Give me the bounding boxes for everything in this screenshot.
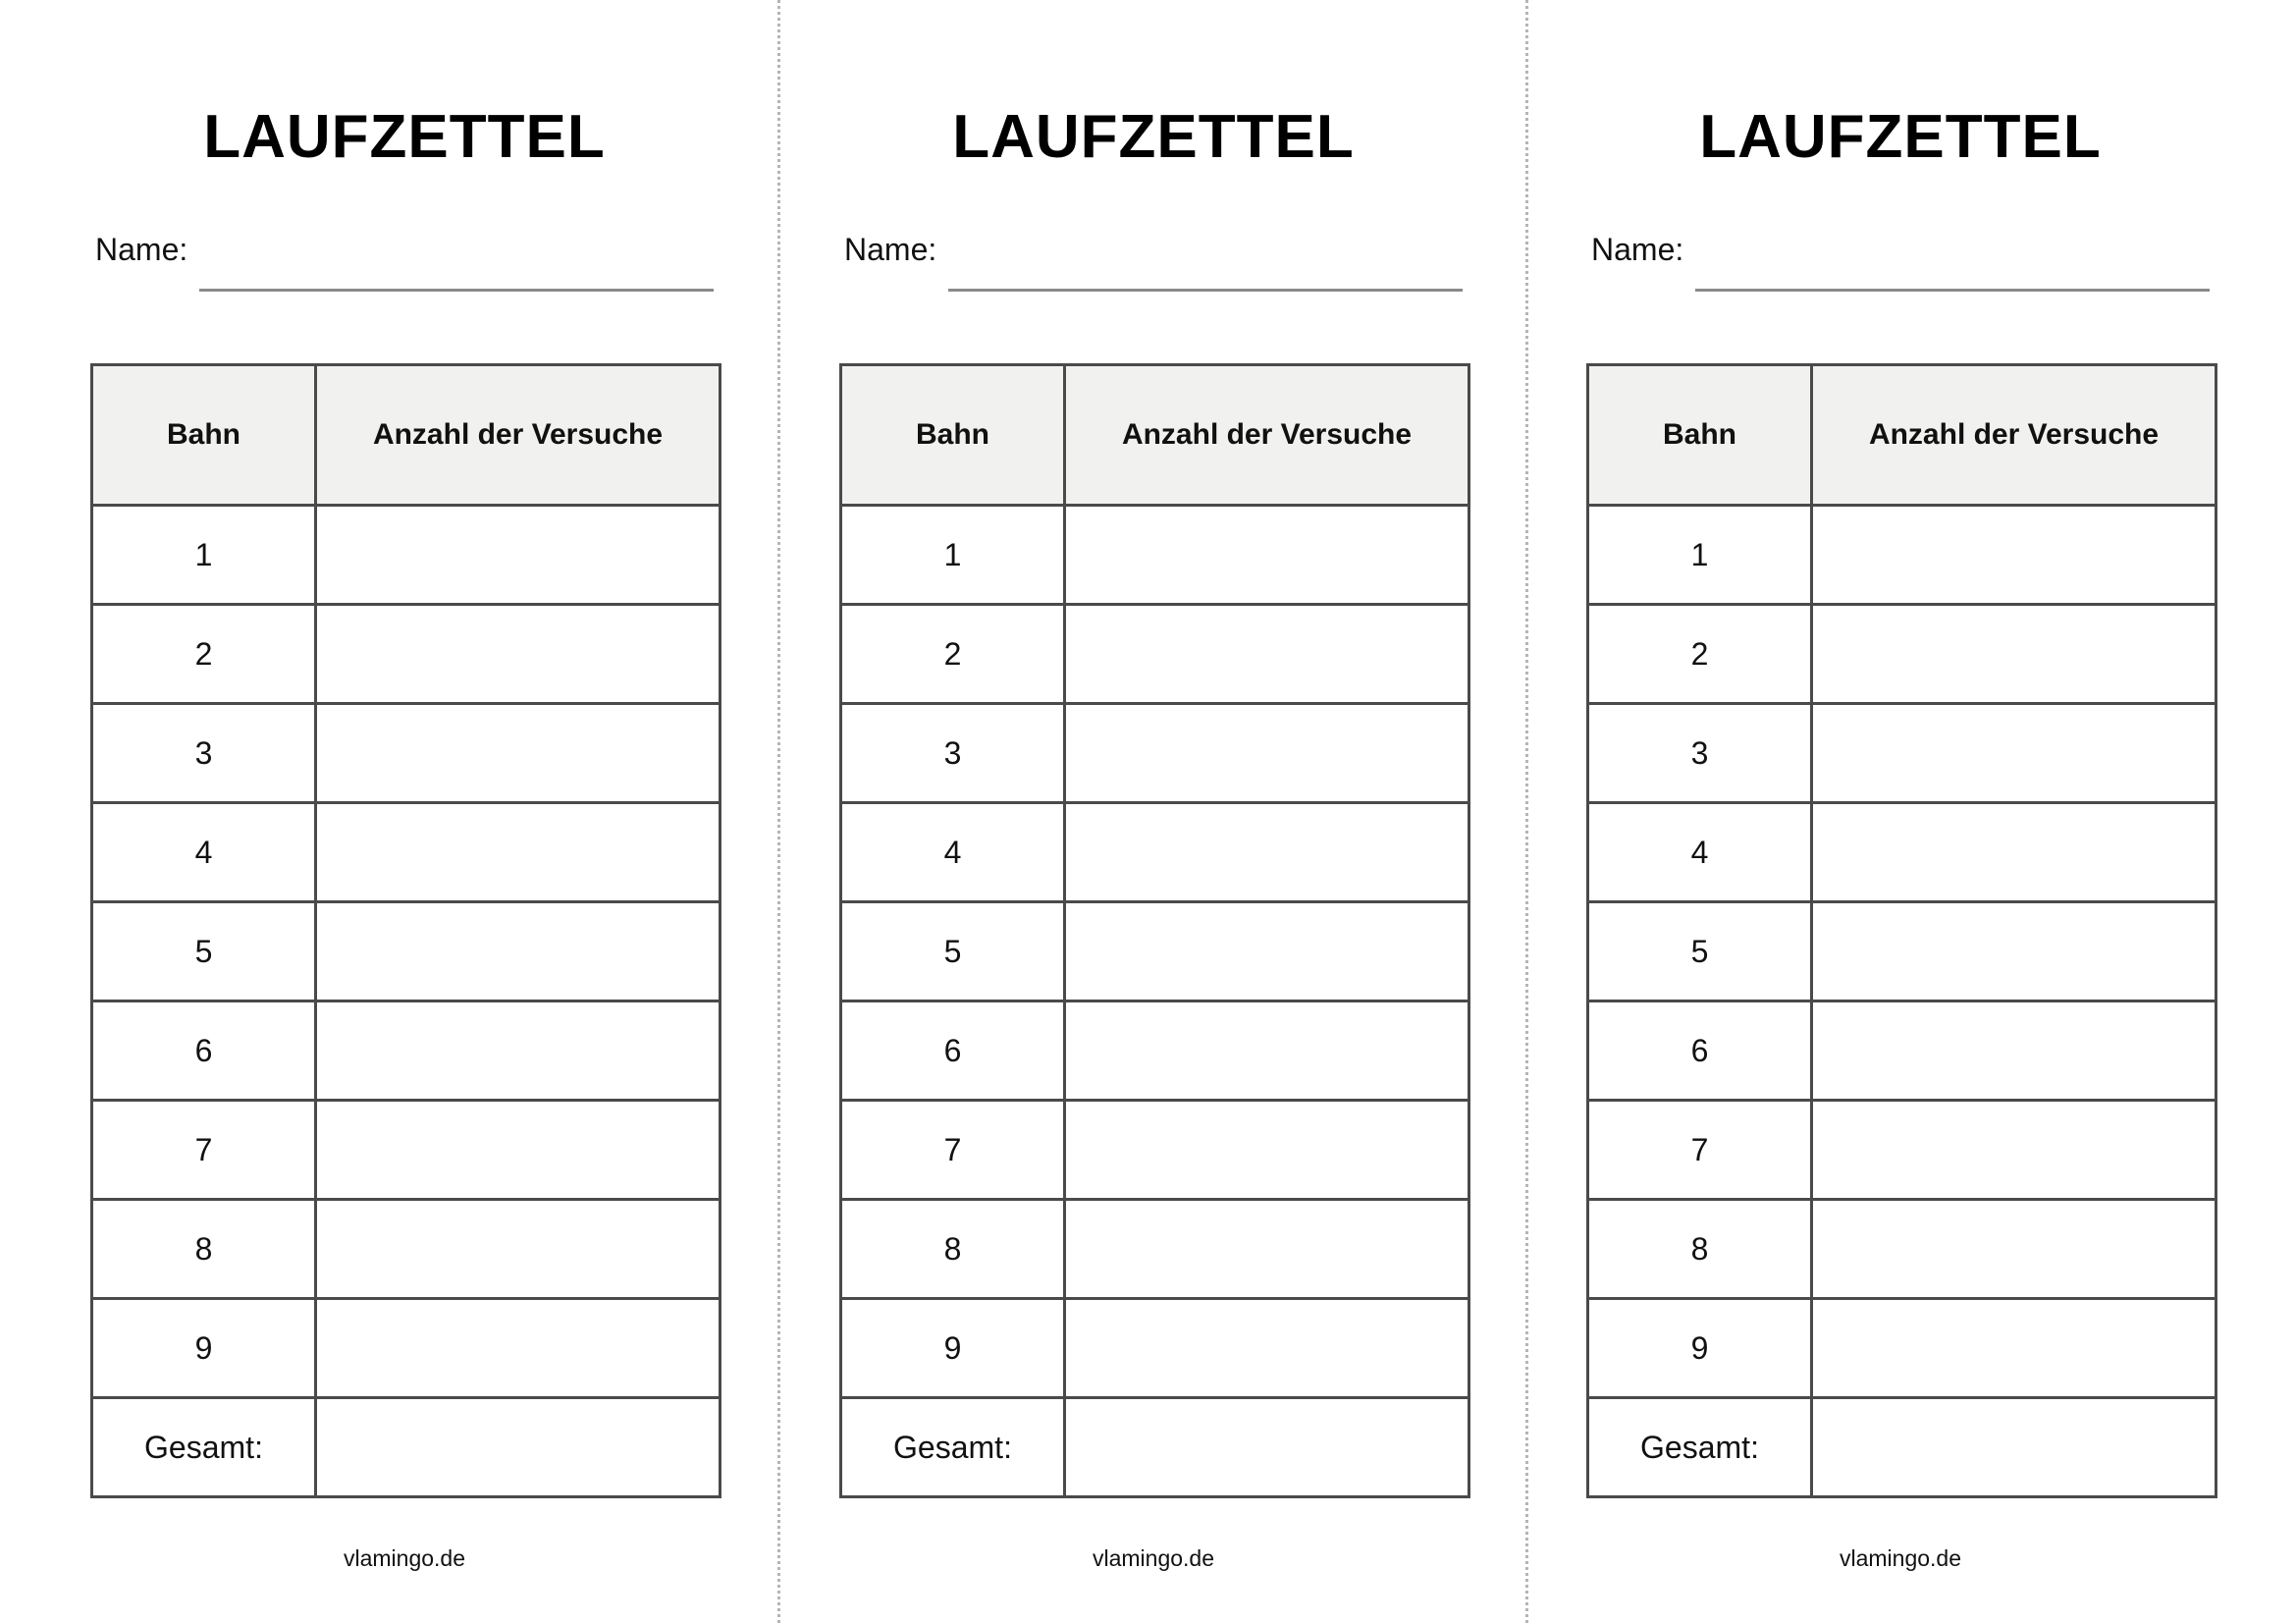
total-label: Gesamt:: [841, 1398, 1065, 1497]
hole-number: 7: [1588, 1101, 1812, 1200]
footer-url: vlamingo.de: [1839, 1545, 1962, 1571]
table-header-row: [92, 365, 721, 506]
name-field[interactable]: [948, 289, 1463, 292]
name-label: Name:: [1591, 232, 1684, 267]
score-table: [839, 363, 1470, 1498]
table-row: [92, 803, 721, 902]
total-cell[interactable]: [1065, 1398, 1469, 1497]
hole-number: 5: [841, 902, 1065, 1001]
attempts-cell[interactable]: [1812, 803, 2216, 902]
name-field[interactable]: [199, 289, 714, 292]
footer-url: vlamingo.de: [343, 1545, 466, 1571]
table-row: [92, 506, 721, 605]
hole-number: 2: [1588, 605, 1812, 704]
table-row: [1588, 704, 2216, 803]
total-cell[interactable]: [316, 1398, 721, 1497]
table-row: [841, 1299, 1469, 1398]
hole-number: 6: [841, 1001, 1065, 1101]
attempts-cell[interactable]: [316, 1001, 721, 1101]
hole-number: 5: [92, 902, 316, 1001]
hole-number: 5: [1588, 902, 1812, 1001]
hole-number: 6: [1588, 1001, 1812, 1101]
total-row: [841, 1398, 1469, 1497]
attempts-cell[interactable]: [316, 902, 721, 1001]
table-row: [92, 605, 721, 704]
attempts-cell[interactable]: [1065, 1101, 1469, 1200]
table-row: [92, 704, 721, 803]
table-row: [92, 1200, 721, 1299]
hole-number: 9: [1588, 1299, 1812, 1398]
total-cell[interactable]: [1812, 1398, 2216, 1497]
hole-number: 2: [92, 605, 316, 704]
table-row: [1588, 506, 2216, 605]
card-title: LAUFZETTEL: [1699, 103, 2102, 171]
table-row: [841, 506, 1469, 605]
table-row: [92, 1101, 721, 1200]
attempts-cell[interactable]: [1812, 1299, 2216, 1398]
hole-number: 1: [841, 506, 1065, 605]
attempts-cell[interactable]: [1065, 803, 1469, 902]
attempts-cell[interactable]: [316, 1101, 721, 1200]
attempts-cell[interactable]: [1812, 605, 2216, 704]
hole-number: 3: [841, 704, 1065, 803]
footer-url: vlamingo.de: [1092, 1545, 1215, 1571]
table-row: [841, 1001, 1469, 1101]
total-label: Gesamt:: [92, 1398, 316, 1497]
table-header-row: [841, 365, 1469, 506]
attempts-cell[interactable]: [316, 1200, 721, 1299]
table-row: [1588, 1001, 2216, 1101]
table-row: [1588, 1101, 2216, 1200]
total-label: Gesamt:: [1588, 1398, 1812, 1497]
attempts-cell[interactable]: [316, 506, 721, 605]
column-header-anzahl: Anzahl der Versuche: [1812, 365, 2216, 506]
hole-number: 9: [92, 1299, 316, 1398]
attempts-cell[interactable]: [1812, 1001, 2216, 1101]
cut-line-1: [777, 0, 780, 1623]
attempts-cell[interactable]: [1812, 506, 2216, 605]
name-label: Name:: [95, 232, 188, 267]
attempts-cell[interactable]: [1065, 1200, 1469, 1299]
hole-number: 3: [1588, 704, 1812, 803]
score-table: [90, 363, 721, 1498]
attempts-cell[interactable]: [1812, 704, 2216, 803]
cut-line-2: [1525, 0, 1528, 1623]
hole-number: 7: [841, 1101, 1065, 1200]
hole-number: 1: [1588, 506, 1812, 605]
name-label: Name:: [844, 232, 937, 267]
scorecard-3: [1586, 0, 2215, 1623]
hole-number: 8: [1588, 1200, 1812, 1299]
attempts-cell[interactable]: [1065, 1001, 1469, 1101]
scorecard-2: [839, 0, 1468, 1623]
attempts-cell[interactable]: [1065, 506, 1469, 605]
name-field[interactable]: [1695, 289, 2210, 292]
attempts-cell[interactable]: [1065, 1299, 1469, 1398]
attempts-cell[interactable]: [316, 1299, 721, 1398]
hole-number: 8: [841, 1200, 1065, 1299]
table-row: [841, 704, 1469, 803]
attempts-cell[interactable]: [1812, 902, 2216, 1001]
table-row: [1588, 803, 2216, 902]
table-row: [841, 1101, 1469, 1200]
hole-number: 4: [1588, 803, 1812, 902]
hole-number: 6: [92, 1001, 316, 1101]
attempts-cell[interactable]: [1812, 1200, 2216, 1299]
attempts-cell[interactable]: [1065, 902, 1469, 1001]
table-row: [92, 902, 721, 1001]
attempts-cell[interactable]: [1065, 605, 1469, 704]
table-row: [1588, 902, 2216, 1001]
total-row: [1588, 1398, 2216, 1497]
table-row: [1588, 605, 2216, 704]
hole-number: 3: [92, 704, 316, 803]
column-header-bahn: Bahn: [1588, 365, 1812, 506]
column-header-bahn: Bahn: [841, 365, 1065, 506]
column-header-anzahl: Anzahl der Versuche: [316, 365, 721, 506]
attempts-cell[interactable]: [316, 704, 721, 803]
table-row: [841, 902, 1469, 1001]
table-header-row: [1588, 365, 2216, 506]
table-row: [841, 605, 1469, 704]
hole-number: 1: [92, 506, 316, 605]
hole-number: 4: [841, 803, 1065, 902]
table-row: [841, 803, 1469, 902]
hole-number: 9: [841, 1299, 1065, 1398]
card-title: LAUFZETTEL: [203, 103, 606, 171]
hole-number: 4: [92, 803, 316, 902]
table-row: [92, 1299, 721, 1398]
attempts-cell[interactable]: [1065, 704, 1469, 803]
score-table: [1586, 363, 2217, 1498]
hole-number: 8: [92, 1200, 316, 1299]
card-title: LAUFZETTEL: [952, 103, 1355, 171]
table-row: [1588, 1299, 2216, 1398]
column-header-anzahl: Anzahl der Versuche: [1065, 365, 1469, 506]
hole-number: 2: [841, 605, 1065, 704]
table-row: [841, 1200, 1469, 1299]
hole-number: 7: [92, 1101, 316, 1200]
table-row: [92, 1001, 721, 1101]
attempts-cell[interactable]: [316, 803, 721, 902]
attempts-cell[interactable]: [316, 605, 721, 704]
table-row: [1588, 1200, 2216, 1299]
attempts-cell[interactable]: [1812, 1101, 2216, 1200]
column-header-bahn: Bahn: [92, 365, 316, 506]
scorecard-1: [90, 0, 719, 1623]
total-row: [92, 1398, 721, 1497]
